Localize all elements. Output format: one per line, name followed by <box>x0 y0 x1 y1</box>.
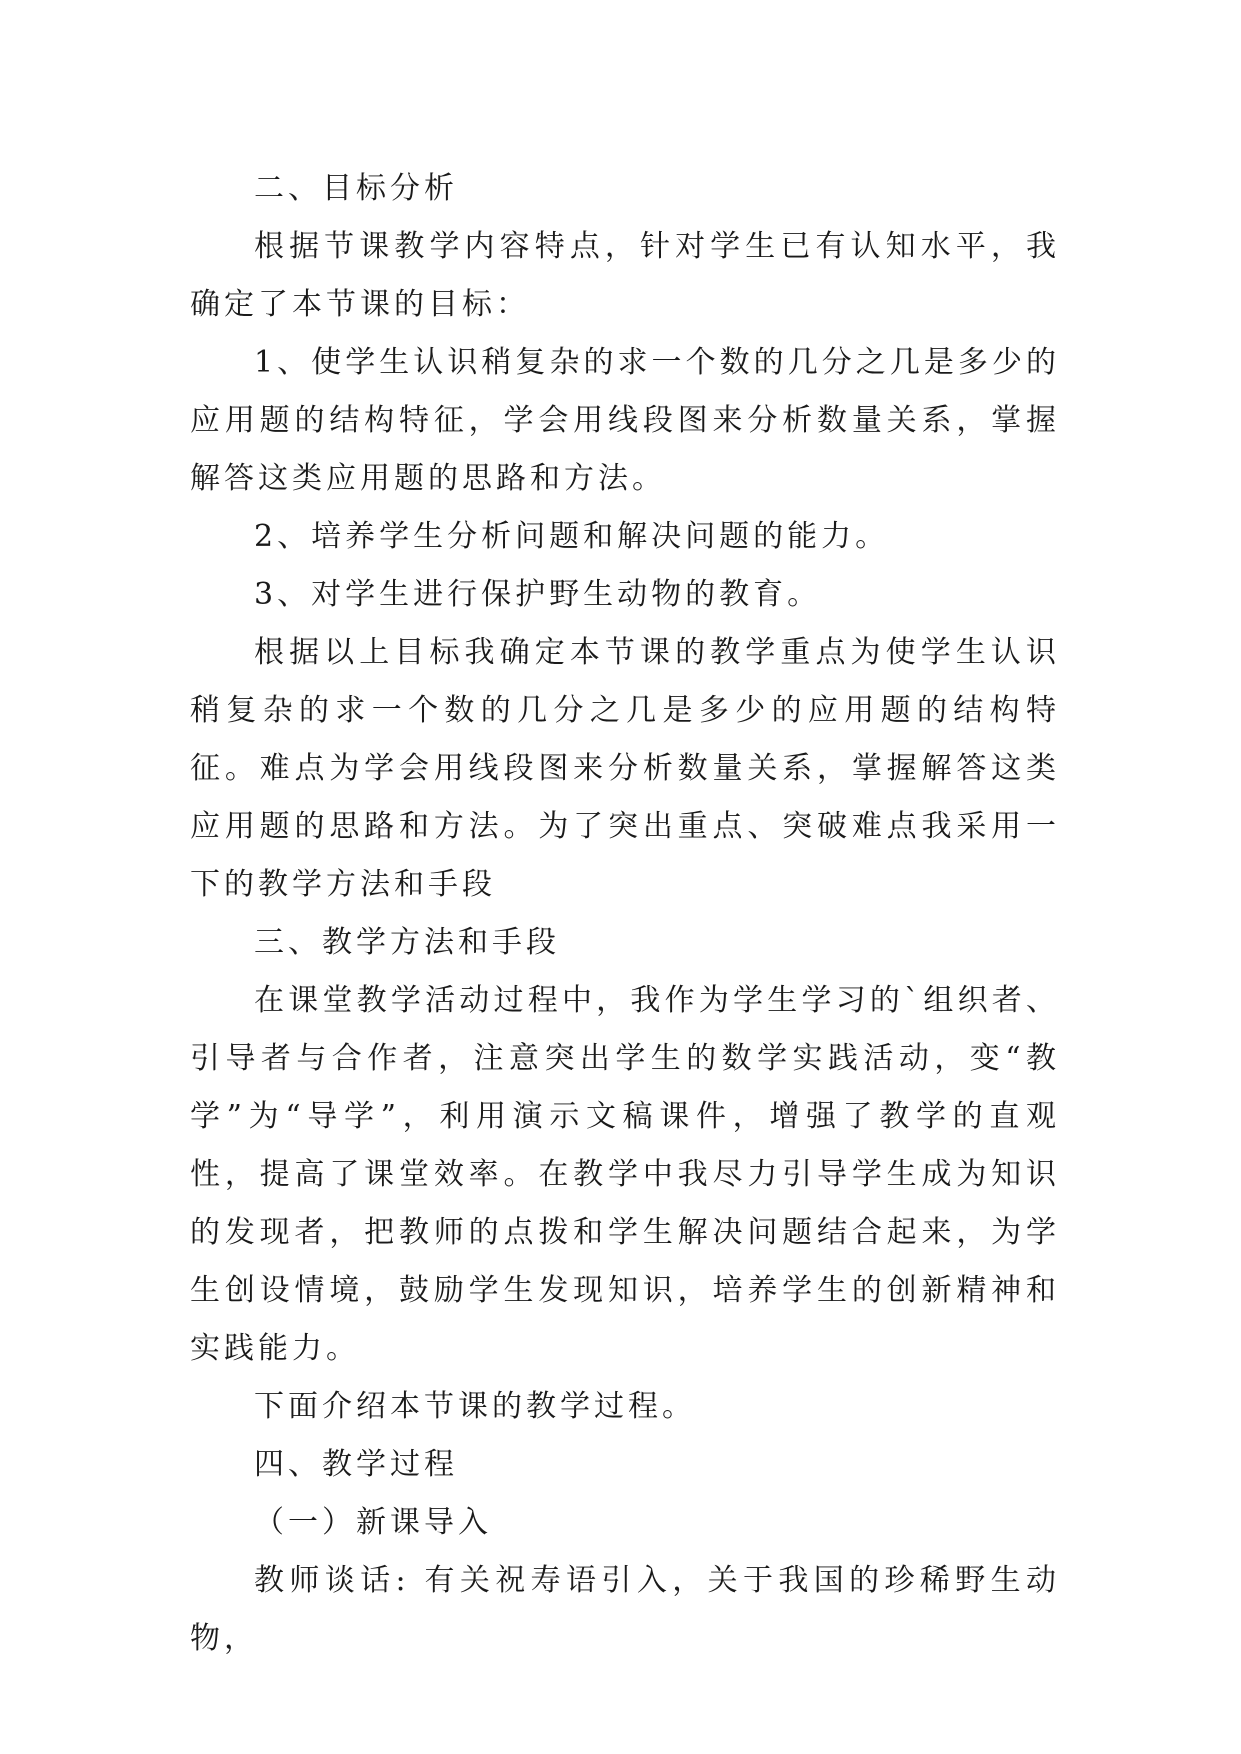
document-body <box>190 160 1060 1668</box>
section-heading-goal-analysis: 二、目标分析 <box>254 171 458 206</box>
paragraph-goal-intro: 根据节课教学内容特点，针对学生已有认知水平，我确定了本节课的目标： <box>190 229 1060 322</box>
paragraph-process-intro: 下面介绍本节课的教学过程。 <box>254 1389 696 1424</box>
paragraph-goal-1: 1、使学生认识稍复杂的求一个数的几分之几是多少的应用题的结构特征，学会用线段图来分析数量关系，掌握解答这类应用题的思路和方法。 <box>190 345 1060 496</box>
section-heading-methods: 三、教学方法和手段 <box>254 925 560 960</box>
section-heading-process: 四、教学过程 <box>254 1447 458 1482</box>
paragraph-goal-3: 3、对学生进行保护野生动物的教育。 <box>254 577 822 612</box>
paragraph-methods: 在课堂教学活动过程中，我作为学生学习的`组织者、引导者与合作者，注意突出学生的数学实践活动，变“教学”为“导学”，利用演示文稿课件，增强了教学的直观性，提高了课堂效率。在教学中我尽力引导学生成为知识的发现者，把教师的点拨和学生解决问题结合起来，为学生创设情境，鼓励学生发现知识，培养学生的创新精神和实践能力。 <box>190 983 1060 1366</box>
paragraph-goal-2: 2、培养学生分析问题和解决问题的能力。 <box>254 519 890 554</box>
paragraph-key-points: 根据以上目标我确定本节课的教学重点为使学生认识稍复杂的求一个数的几分之几是多少的应用题的结构特征。难点为学会用线段图来分析数量关系，掌握解答这类应用题的思路和方法。为了突出重点、突破难点我采用一下的教学方法和手段 <box>190 635 1060 902</box>
subsection-heading-intro: （一）新课导入 <box>254 1505 492 1540</box>
paragraph-teacher-talk: 教师谈话: 有关祝寿语引入，关于我国的珍稀野生动物， <box>190 1563 1060 1656</box>
